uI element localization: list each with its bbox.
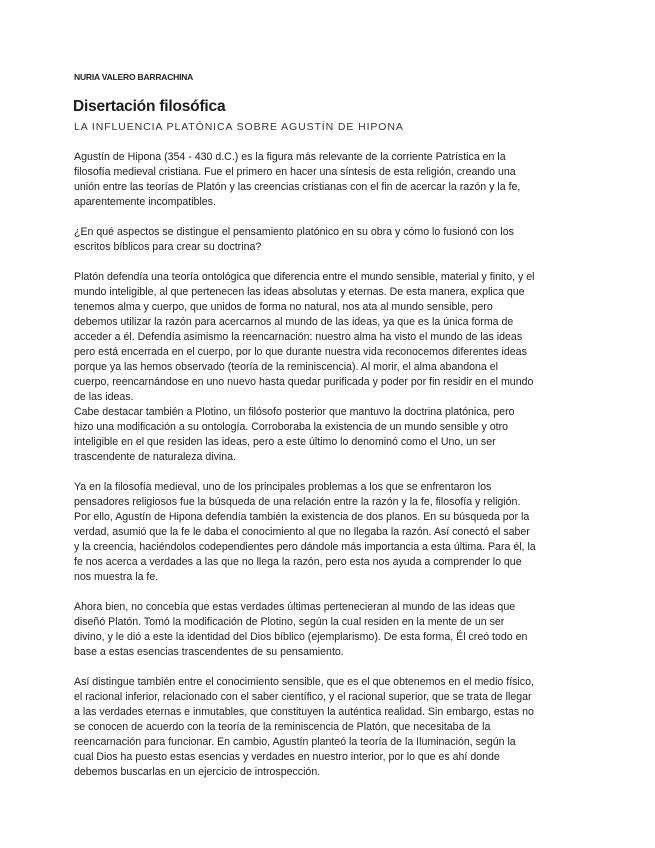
- paragraph-ideas: Ahora bien, no concebía que estas verdades últimas pertenecieran al mundo de las ideas que diseñó Platón. Tomó la modificación de Plotino, según la cual residen en la mente de un ser divino, y le dió a este la identidad del Dios bíblico (ejemplarismo). De esta forma, Él creó todo en base a estas esencias trascendentes de su pensamiento.: [74, 601, 528, 658]
- paragraph-medieval: Ya en la filosofía medieval, uno de los principales problemas a los que se enfrentaron los pensadores religiosos fue la búsqueda de una relación entre la razón y la fe, filosofía y religión. Por ello, Agustín de Hipona defendía también la existencia de dos planos. En su búsqueda por la verdad, asumió que la fe le daba el conocimiento al que no llegaba la razón. Así conectó el saber y la creencia, haciéndolos codependientes pero dándole más importancia a esta última. Para él, la fe nos acerca a verdades a las que no llega la razón, pero esta nos ayuda a comprender lo que nos muestra la fe.: [74, 481, 536, 583]
- document-body: [74, 150, 536, 795]
- paragraph-question: ¿En qué aspectos se distingue el pensamiento platónico en su obra y cómo lo fusionó con los escritos bíblicos para crear su doctrina?: [74, 226, 514, 253]
- author-name: NURIA VALERO BARRACHINA: [74, 72, 194, 82]
- paragraph-plato: Platón defendía una teoría ontológica que diferencia entre el mundo sensible, material y finito, y el mundo inteligible, al que pertenecen las ideas absolutas y eternas. De esta manera, explica que tenemos alma y cuerpo, que unidos de forma no natural, nos ata al mundo sensible, pero debemos utilizar la razón para acercarnos al mundo de las ideas, ya que es la única forma de acceder a él. Defendía asimismo la reencarnación: nuestro alma ha visto el mundo de las ideas pero está encerrada en el cuerpo, por lo que durante nuestra vida reconocemos diferentes ideas porque ya las hemos observado (teoría de la reminiscencia). Al morir, el alma abandona el cuerpo, reencarnándose en uno nuevo hasta quedar purificada y poder por fin residir en el mundo de las ideas.: [74, 271, 535, 403]
- document-title: Disertación filosófica: [73, 98, 226, 115]
- paragraph-plotinus: Cabe destacar también a Plotino, un filósofo posterior que mantuvo la doctrina platónica, pero hizo una modificación a su ontología. Corroboraba la existencia de un mundo sensible y otro inteligible en el que residen las ideas, pero a este último lo denominó como el Uno, un ser trascendente de naturaleza divina.: [74, 406, 515, 463]
- paragraph-knowledge: Así distingue también entre el conocimiento sensible, que es el que obtenemos en el medio físico, el racional inferior, relacionado con el saber científico, y el racional superior, que se trata de llegar a las verdades eternas e inmutables, que constituyen la auténtica realidad. Sin embargo, estas no se conocen de acuerdo con la teoría de la reminiscencia de Platón, que necesitaba de la reencarnación para funcionar. En cambio, Agustín planteó la teoría de la Iluminación, según la cual Dios ha puesto estas esencias y verdades en nuestro interior, por lo que es ahí donde debemos buscarlas en un ejercicio de introspección.: [74, 676, 534, 778]
- paragraph-intro: Agustín de Hipona (354 - 430 d.C.) es la figura más relevante de la corriente Patrística en la filosofía medieval cristiana. Fue el primero en hacer una síntesis de esta religión, creando una unión entre las teorías de Platón y las creencias cristianas con el fin de acercar la razón y la fe, aparentemente incompatibles.: [74, 151, 521, 208]
- document-subtitle: LA INFLUENCIA PLATÓNICA SOBRE AGUSTÍN DE HIPONA: [74, 121, 404, 133]
